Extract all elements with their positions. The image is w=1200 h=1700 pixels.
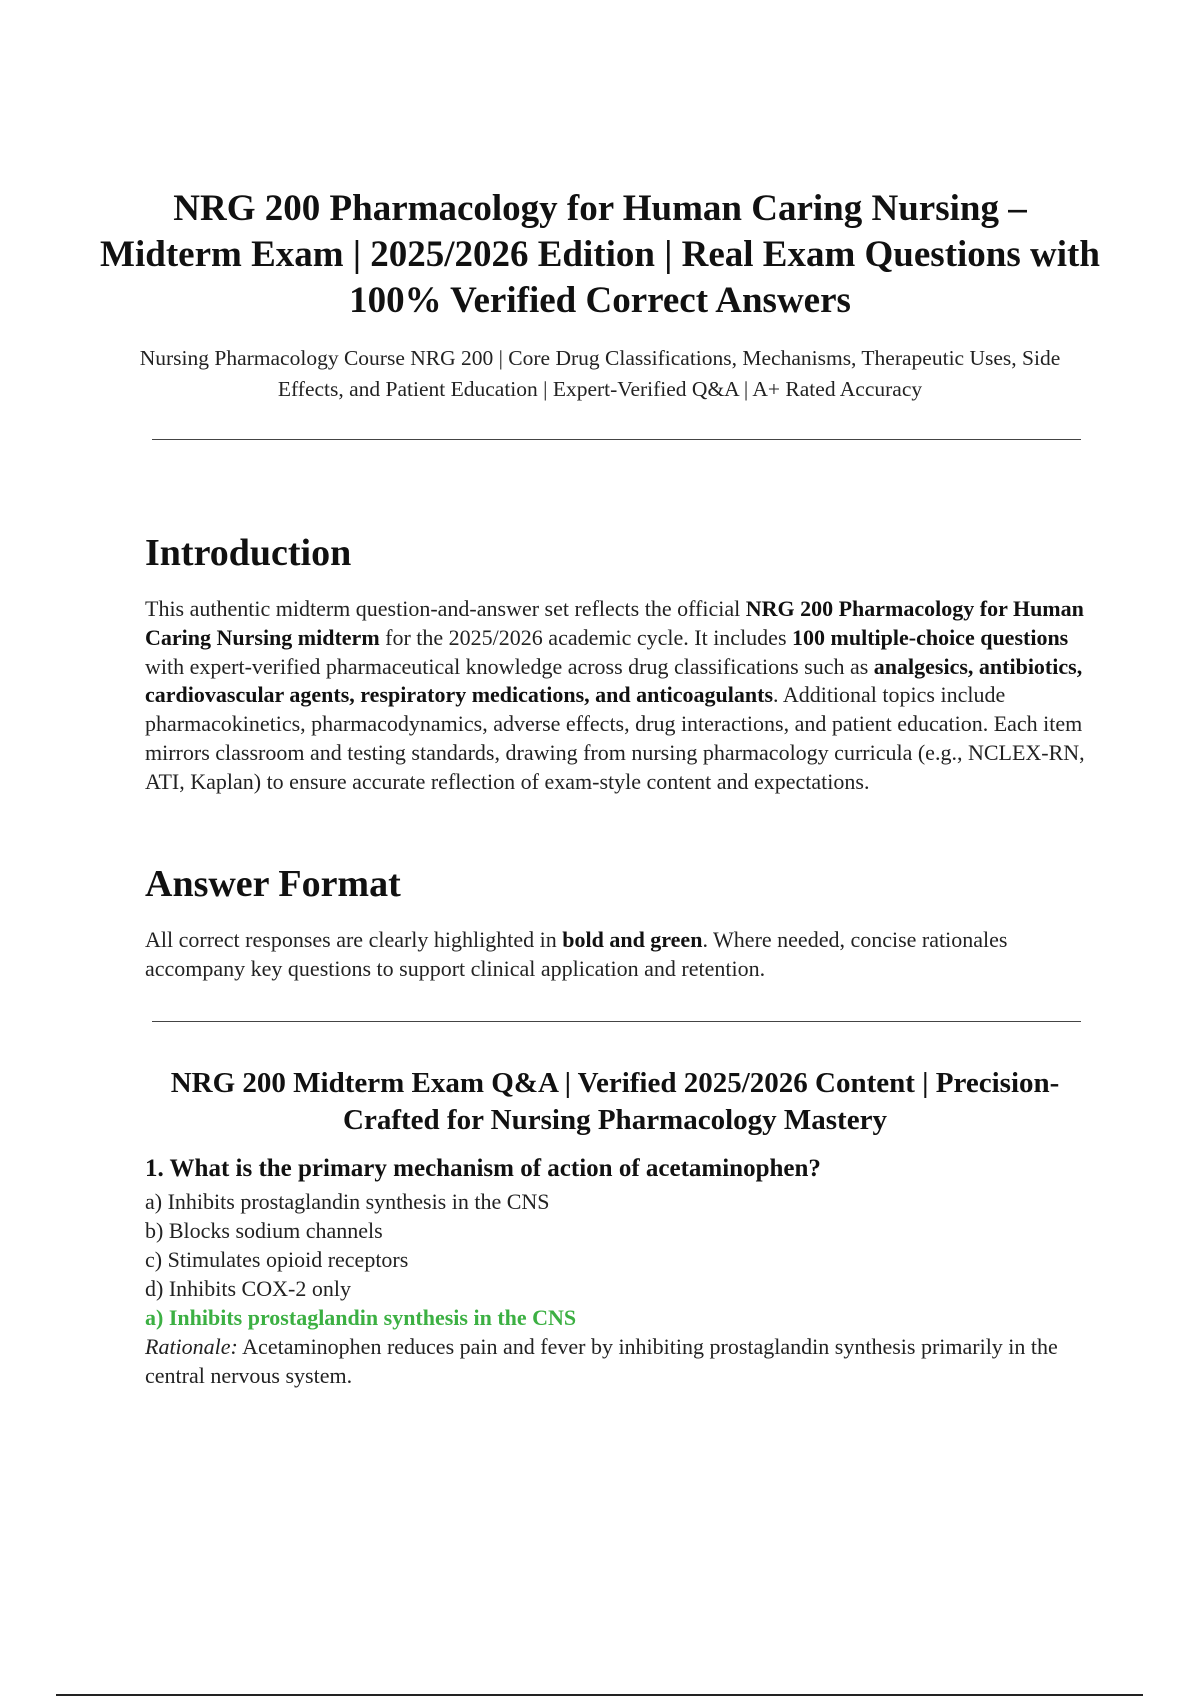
answer-format-heading: Answer Format bbox=[145, 863, 401, 905]
divider bbox=[152, 1021, 1081, 1022]
divider bbox=[152, 439, 1081, 440]
introduction-heading: Introduction bbox=[145, 532, 352, 574]
text: . Additional topics include pharmacokinetics, pharmacodynamics, adverse effects, drug interactions, and patient education. Each item mirrors classroom and testing standards, drawing from nursing pharmacology curricula (e.g., NCLEX-RN, ATI, Kaplan) to ensure accurate reflection of exam-style content and expectations. bbox=[145, 682, 1085, 794]
page-bottom-border bbox=[56, 1694, 1143, 1696]
document-title: NRG 200 Pharmacology for Human Caring Nursing – Midterm Exam | 2025/2026 Edition | Real Exam Questions with 100% Verified Correct Answers bbox=[100, 188, 1100, 321]
rationale-text: Acetaminophen reduces pain and fever by inhibiting prostaglandin synthesis primarily in the central nervous system. bbox=[145, 1334, 1058, 1388]
introduction-paragraph bbox=[145, 595, 1095, 797]
bold-text: NRG 200 Pharmacology for Human Caring Nursing midterm bbox=[145, 596, 1084, 650]
text: . Where needed, concise rationales accompany key questions to support clinical application and retention. bbox=[145, 927, 1008, 981]
bold-text: bold and green bbox=[562, 927, 703, 952]
correct-answer: a) Inhibits prostaglandin synthesis in the CNS bbox=[145, 1305, 577, 1330]
rationale-label: Rationale: bbox=[145, 1334, 238, 1359]
question-1: 1. What is the primary mechanism of action of acetaminophen? bbox=[145, 1155, 821, 1182]
option-d: d) Inhibits COX-2 only bbox=[145, 1276, 351, 1301]
bold-text: 100 multiple-choice questions bbox=[792, 624, 1069, 650]
question-1-options bbox=[145, 1187, 1085, 1390]
document-subtitle: Nursing Pharmacology Course NRG 200 | Core Drug Classifications, Mechanisms, Therapeutic Uses, Side Effects, and Patient Education | Expert-Verified Q&A | A+ Rated Accuracy bbox=[139, 346, 1061, 401]
text: for the 2025/2026 academic cycle. It includes bbox=[379, 624, 793, 650]
text: All correct responses are clearly highlighted in bbox=[145, 927, 563, 952]
answer-format-paragraph bbox=[145, 926, 1095, 984]
rationale bbox=[145, 1332, 1085, 1390]
text: This authentic midterm question-and-answer set reflects the official bbox=[145, 596, 746, 621]
option-b: b) Blocks sodium channels bbox=[145, 1218, 383, 1243]
option-c: c) Stimulates opioid receptors bbox=[145, 1247, 409, 1272]
text: with expert-verified pharmaceutical knowledge across drug classifications such as bbox=[145, 653, 874, 679]
option-a: a) Inhibits prostaglandin synthesis in the CNS bbox=[145, 1189, 550, 1214]
bold-text: analgesics, antibiotics, cardiovascular agents, respiratory medications, and anticoagulants bbox=[145, 653, 1083, 708]
qa-section-heading: NRG 200 Midterm Exam Q&A | Verified 2025/2026 Content | Precision-Crafted for Nursing Pharmacology Mastery bbox=[170, 1067, 1060, 1136]
